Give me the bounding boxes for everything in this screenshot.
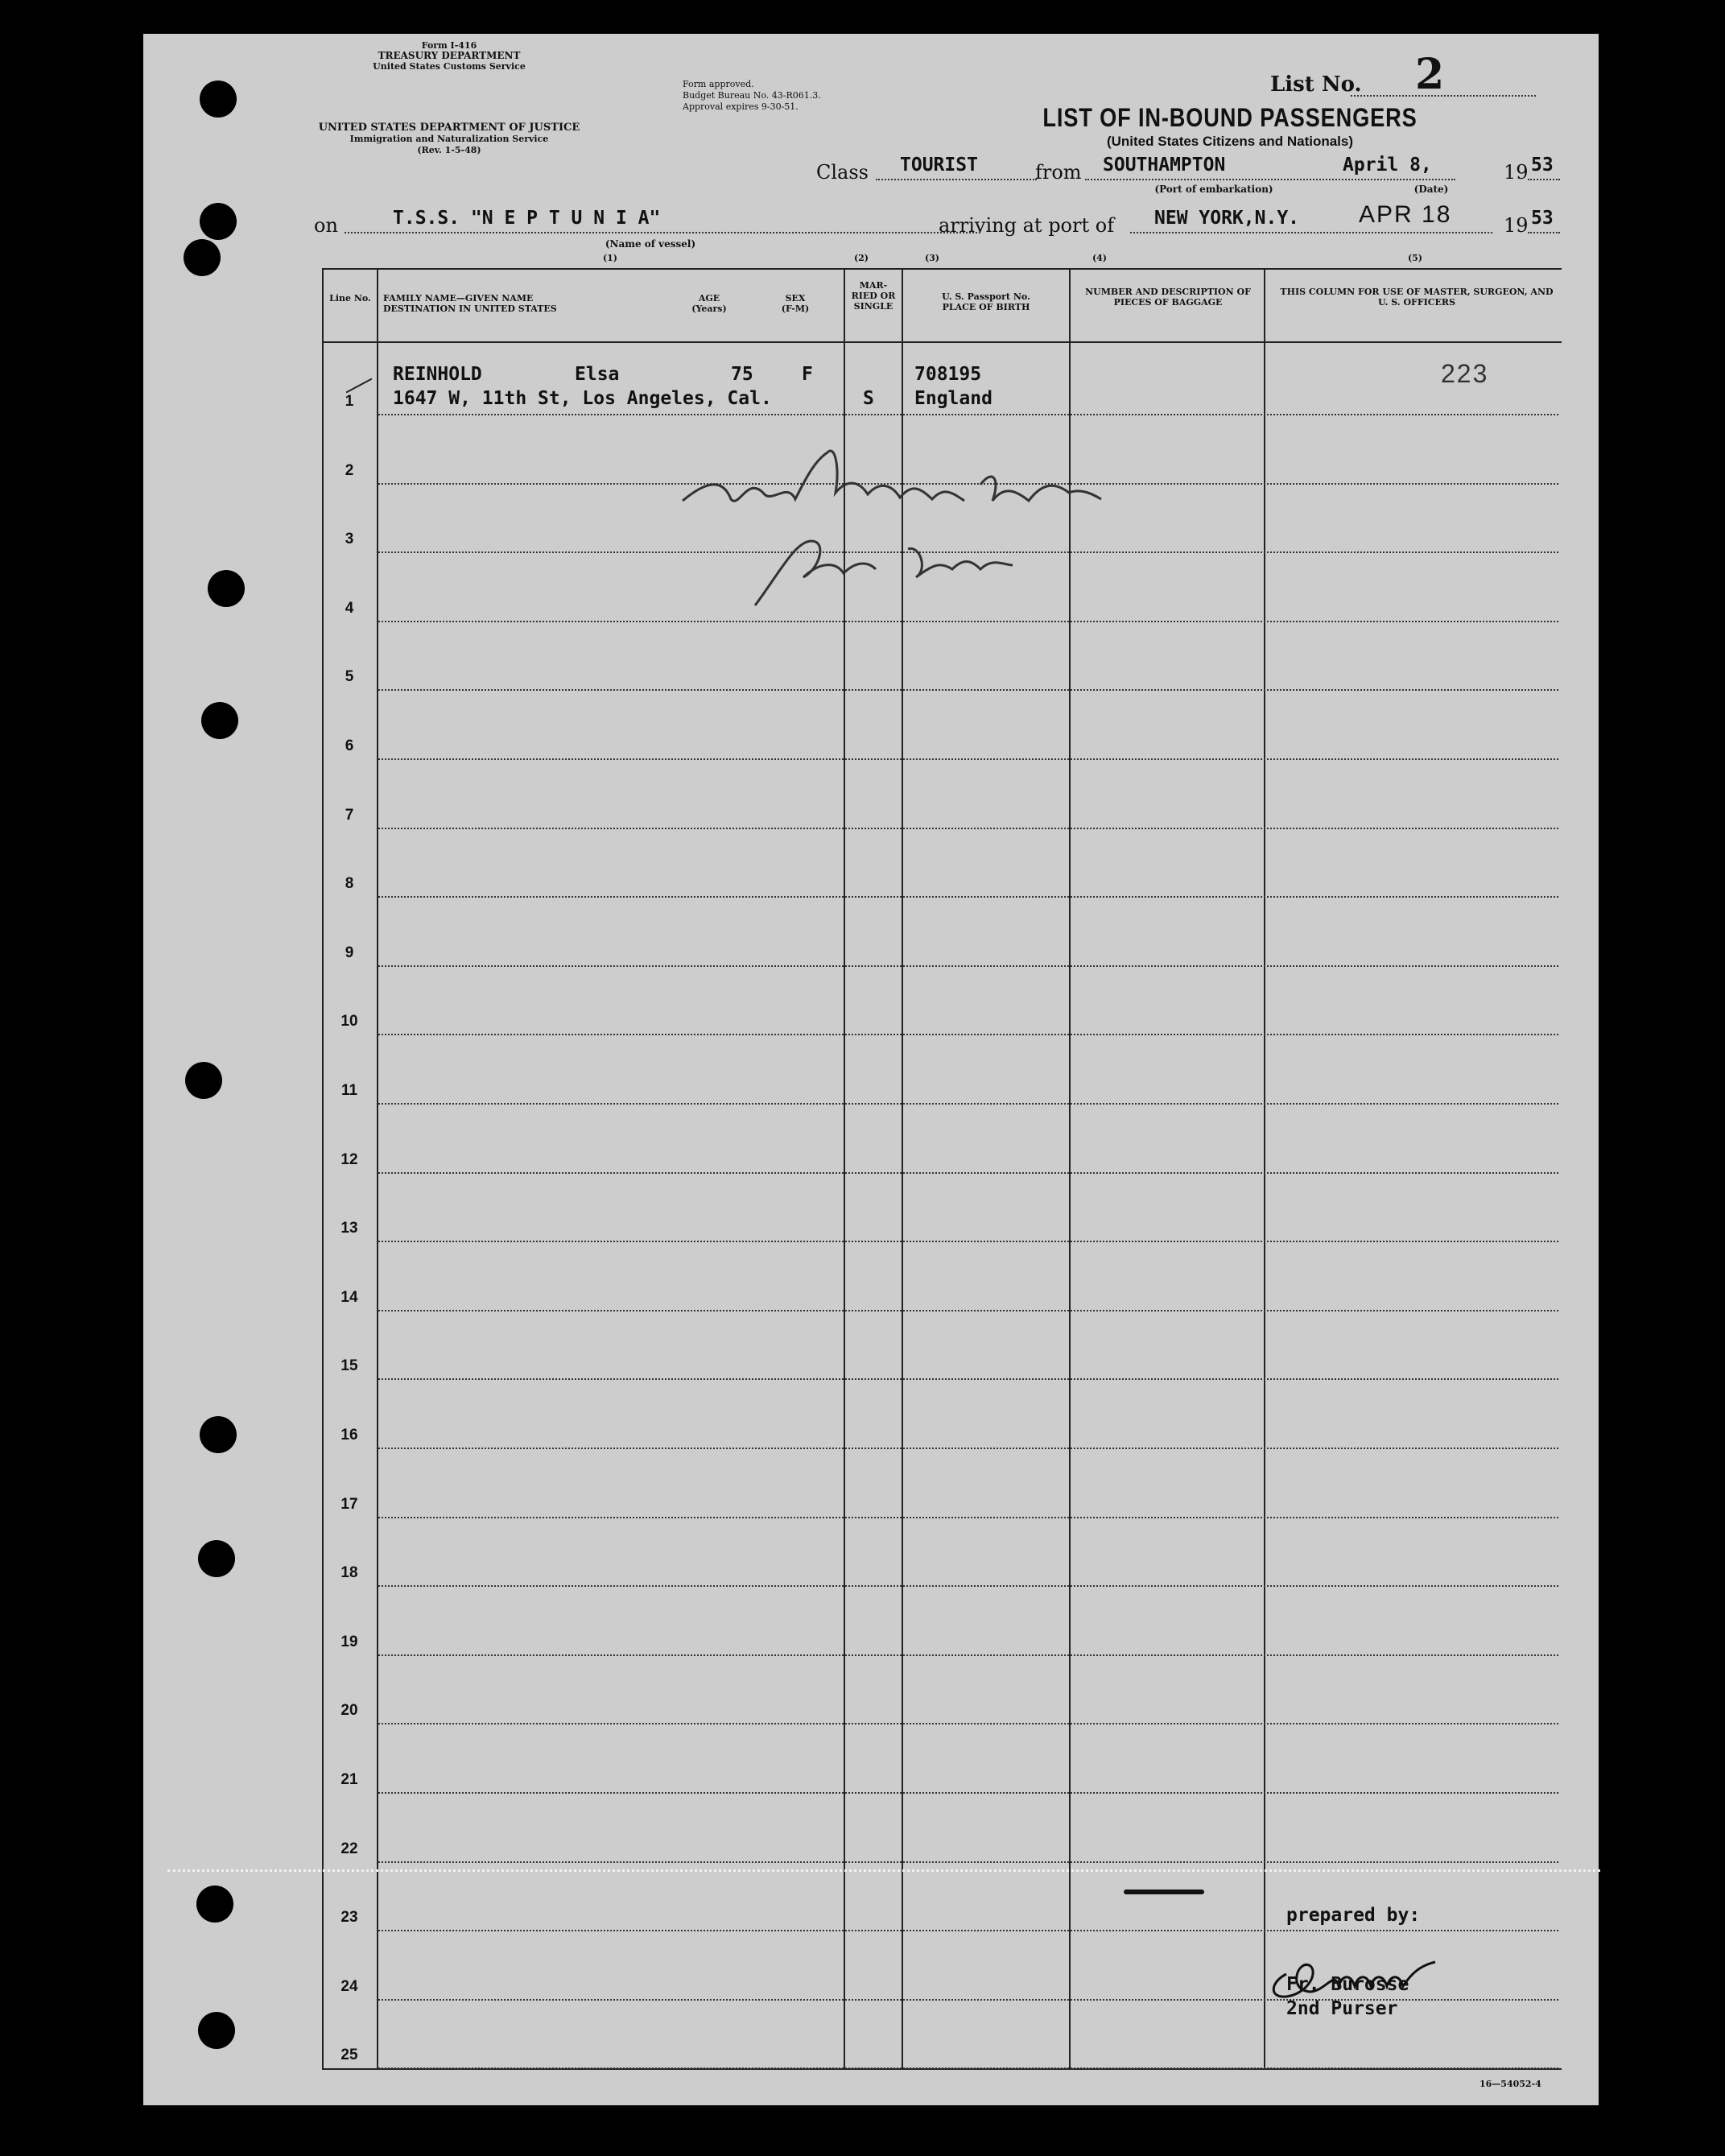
arriving-label: arriving at port of (939, 214, 1115, 237)
binder-hole (201, 702, 238, 739)
class-value: TOURIST (900, 155, 978, 176)
line-number: 20 (340, 1702, 358, 1720)
vessel-line (345, 232, 980, 233)
column-divider (1264, 268, 1265, 2068)
from-line (1085, 179, 1455, 180)
column-number: (1) (602, 253, 618, 263)
ink-smudge (1124, 1890, 1204, 1894)
line-number: 6 (345, 737, 354, 754)
row-rule (378, 1172, 1558, 1174)
arrival-port-line (1130, 232, 1492, 233)
customs-service: United States Customs Service (373, 61, 526, 72)
class-line (876, 179, 1037, 180)
row-rule (378, 1448, 1558, 1449)
birthplace: England (914, 388, 992, 409)
baggage-header: NUMBER AND DESCRIPTION OF PIECES OF BAGGAGE (1085, 287, 1251, 308)
revision: (Rev. 1-5-48) (417, 145, 481, 155)
column-number: (2) (853, 253, 869, 263)
binder-hole (200, 203, 237, 240)
prepared-by-label: prepared by: (1286, 1905, 1421, 1926)
line-number: 13 (340, 1220, 358, 1237)
row-rule (378, 1517, 1558, 1518)
line-no-header: Line No. (329, 293, 371, 304)
passport-header: U. S. Passport No. (942, 291, 1030, 302)
line-number: 10 (340, 1013, 358, 1031)
line-number: 5 (345, 668, 354, 686)
arrival-year-line (1528, 232, 1560, 233)
sex-unit-header: (F-M) (781, 304, 810, 314)
row-rule (378, 1378, 1558, 1380)
list-no-value: 2 (1415, 50, 1445, 99)
row-rule (378, 1654, 1558, 1656)
port-caption: (Port of embarkation) (1154, 184, 1273, 195)
line-number: 9 (345, 944, 354, 961)
treasury-department: TREASURY DEPARTMENT (378, 50, 521, 61)
passenger-destination: 1647 W, 11th St, Los Angeles, Cal. (393, 388, 772, 409)
row-rule (378, 965, 1558, 967)
binder-hole (185, 1062, 222, 1099)
row-rule (378, 758, 1558, 760)
budget-bureau: Budget Bureau No. 43-R061.3. (683, 90, 821, 101)
class-label: Class (816, 161, 869, 184)
officer-note: 223 (1441, 359, 1489, 388)
year-prefix: 19 (1504, 161, 1529, 184)
sex-header: SEX (785, 293, 806, 304)
line-number: 21 (340, 1771, 358, 1788)
destination-header: DESTINATION IN UNITED STATES (383, 304, 557, 314)
column-number: (4) (1092, 253, 1108, 263)
name-header: FAMILY NAME—GIVEN NAME (383, 293, 534, 304)
scan-artifact (167, 1869, 1600, 1875)
officers-header: THIS COLUMN FOR USE OF MASTER, SURGEON, AND U. S. OFFICERS (1280, 287, 1554, 308)
passenger-age: 75 (731, 364, 753, 385)
line-number: 23 (340, 1909, 358, 1927)
table-left-border (322, 268, 324, 2068)
row-rule (378, 1103, 1558, 1105)
line-number: 7 (345, 806, 354, 824)
given-name: Elsa (575, 364, 620, 385)
from-value: SOUTHAMPTON (1103, 155, 1226, 176)
year-value: 53 (1531, 155, 1554, 176)
table-top-border (322, 268, 1562, 270)
age-unit-header: (Years) (691, 304, 727, 314)
binder-hole (198, 2012, 235, 2049)
departure-date: April 8, (1343, 155, 1432, 176)
line-number: 11 (340, 1082, 358, 1099)
vessel-name: T.S.S. "N E P T U N I A" (393, 208, 661, 229)
passenger-sex: F (802, 364, 813, 385)
column-number: (5) (1407, 253, 1423, 263)
justice-department: UNITED STATES DEPARTMENT OF JUSTICE (318, 122, 580, 134)
print-code: 16—54052-4 (1479, 2079, 1541, 2089)
date-caption: (Date) (1413, 184, 1449, 195)
row-rule (378, 689, 1558, 691)
column-divider (377, 268, 378, 2068)
column-number: (3) (924, 253, 940, 263)
arrival-port: NEW YORK,N.Y. (1154, 208, 1300, 229)
binder-hole (200, 1416, 237, 1453)
family-name: REINHOLD (393, 364, 482, 385)
row-rule (378, 1034, 1558, 1035)
binder-hole (200, 81, 237, 118)
line-number: 4 (345, 599, 354, 617)
header-divider (322, 341, 1562, 343)
birthplace-header: PLACE OF BIRTH (942, 302, 1030, 312)
line-number: 25 (340, 2047, 358, 2064)
arrival-year-prefix: 19 (1504, 214, 1529, 237)
form-title: LIST OF IN-BOUND PASSENGERS (1042, 103, 1418, 132)
line-number: 8 (345, 875, 354, 893)
line-number: 22 (340, 1840, 358, 1857)
year-line (1528, 179, 1560, 180)
form-subtitle: (United States Citizens and Nationals) (1106, 134, 1354, 149)
form-page (143, 34, 1599, 2105)
check-mark (346, 378, 373, 394)
binder-hole (208, 570, 245, 607)
row-rule (378, 896, 1558, 898)
line-number: 15 (340, 1357, 358, 1375)
row-rule (378, 1241, 1558, 1242)
inspector-signature (675, 404, 1125, 622)
married-header: MAR-RIED OR SINGLE (851, 280, 896, 312)
ins-service: Immigration and Naturalization Service (349, 134, 549, 144)
row-rule (378, 1310, 1558, 1311)
line-number: 16 (340, 1427, 358, 1444)
row-rule (378, 828, 1558, 829)
line-number: 19 (340, 1633, 358, 1650)
row-rule (378, 1792, 1558, 1794)
list-no-label: List No. (1270, 72, 1362, 97)
binder-hole (196, 1885, 233, 1923)
line-number: 3 (345, 531, 354, 548)
age-header: AGE (698, 293, 720, 304)
passport-number: 708195 (914, 364, 982, 385)
line-number: 2 (345, 461, 354, 479)
line-number: 17 (340, 1495, 358, 1513)
form-approved: Form approved. (683, 79, 754, 89)
line-number: 14 (340, 1288, 358, 1306)
approval-expires: Approval expires 9-30-51. (683, 101, 799, 112)
line-number: 12 (340, 1150, 358, 1168)
line-number: 24 (340, 1977, 358, 1995)
vessel-caption: (Name of vessel) (605, 238, 696, 250)
line-number: 18 (340, 1564, 358, 1582)
row-rule (378, 1930, 1558, 1931)
binder-hole (184, 239, 221, 276)
arrival-year: 53 (1531, 208, 1554, 229)
binder-hole (198, 1540, 235, 1577)
arrival-date: APR 18 (1359, 201, 1452, 228)
purser-name: Fr. Burosse (1286, 1974, 1409, 1995)
row-rule (378, 1723, 1558, 1724)
row-rule (378, 1585, 1558, 1587)
from-label: from (1035, 161, 1082, 184)
purser-title: 2nd Purser (1286, 1998, 1398, 2019)
marital-status: S (863, 388, 874, 409)
form-number: Form I-416 (421, 40, 477, 51)
on-label: on (314, 214, 338, 237)
row-rule (378, 1861, 1558, 1863)
line-number: 1 (345, 393, 354, 410)
row-rule (378, 2067, 1558, 2069)
